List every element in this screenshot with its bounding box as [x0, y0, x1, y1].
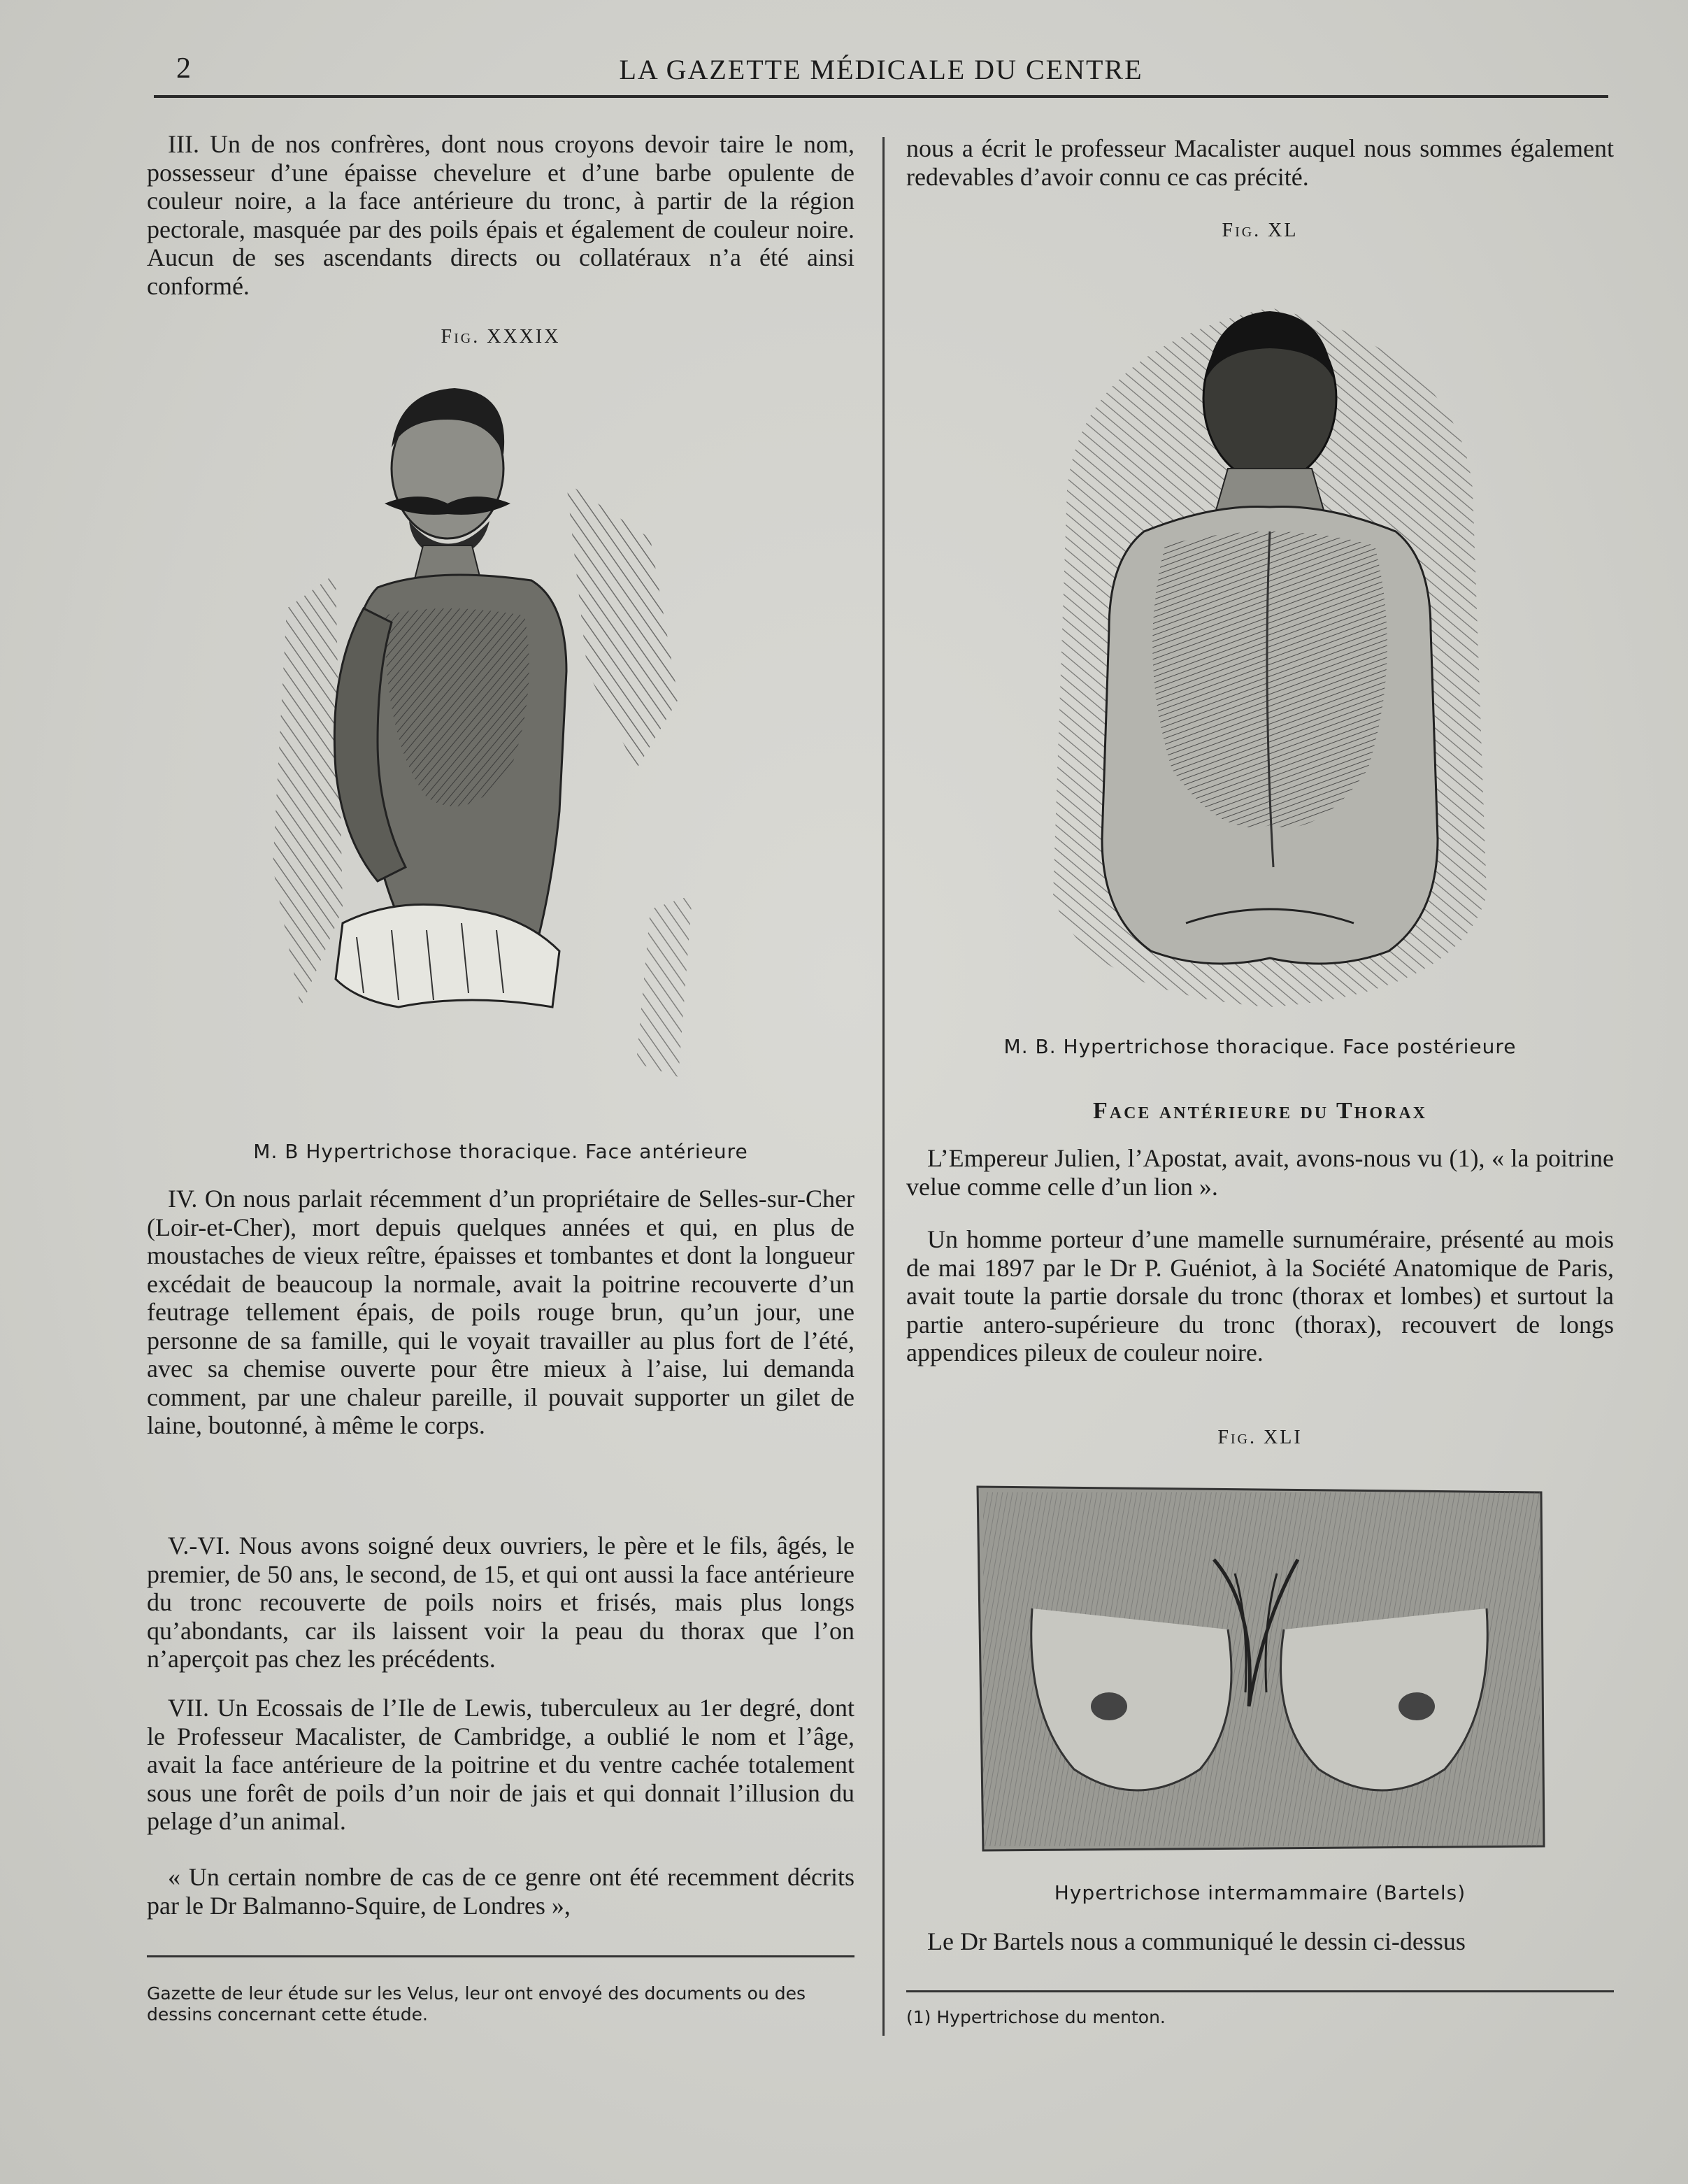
figure-xxxix-label: Fig. XXXIX	[441, 326, 561, 348]
paragraph-iii: III. Un de nos confrères, dont nous croyons devoir taire le nom, possesseur d’une épaisse chevelure et d’une barbe opulente de couleur noire, a la face antérieure du tronc, à partir de la région pectorale, masquée par des poils épais et également de couleur noire. Aucun de ses ascendants directs ou collatéraux n’a été ainsi conformé.	[147, 130, 854, 300]
paragraph-homme: Un homme porteur d’une mamelle surnuméraire, présenté au mois de mai 1897 par le Dr P. Guéniot, à la Société Anatomique de Paris, avait toute la partie dorsale du tronc (thorax et lombes) et surtout la partie antero-supérieure du tronc (thorax), recouvert de longs appendices pileux de couleur noire.	[906, 1225, 1614, 1366]
left-footnote: Gazette de leur étude sur les Velus, leur ont envoyé des documents ou des dessins concernant cette étude.	[147, 1983, 806, 2025]
page-number: 2	[176, 52, 191, 85]
figure-xxxix-caption: M. B Hypertrichose thoracique. Face antérieure	[253, 1140, 748, 1163]
paragraph-iv: IV. On nous parlait récemment d’un propriétaire de Selles-sur-Cher (Loir-et-Cher), mort depuis quelques années et qui, en plus de moustaches de vieux reître, épaisses et tombantes et dont la longueur excédait de beaucoup la normale, avait la poitrine recouverte d’un feutrage tellement épais, de poils rouge brun, qu’un jour, une personne de sa famille, qui le voyait travailler au plus fort de l’été, avec sa chemise ouverte pour être mieux à l’aise, lui demanda comment, par une chaleur pareille, il pouvait supporter un gilet de laine, boutonné, à même le corps.	[147, 1185, 854, 1439]
right-footnote-rule	[906, 1990, 1614, 1992]
figure-xl-label: Fig. XL	[1222, 220, 1299, 241]
left-footnote-rule	[147, 1955, 854, 1957]
journal-title: LA GAZETTE MÉDICALE DU CENTRE	[619, 54, 1143, 85]
paragraph-vii: VII. Un Ecossais de l’Ile de Lewis, tuberculeux au 1er degré, dont le Professeur Macalister, de Cambridge, a oublié le nom et l’âge, avait la face antérieure de la poitrine et du ventre cachée totalement sous une forêt de poils d’un noir de jais et qui donnait l’illusion du pelage d’un animal.	[147, 1694, 854, 1835]
paragraph-v-vi: V.-VI. Nous avons soigné deux ouvriers, le père et le fils, âgés, le premier, de 50 ans, le second, de 15, et qui ont aussi la face antérieure du tronc recouverte de poils noirs et frisés, mais plus longs qu’abondants, car ils laissent voir la peau du thorax que l’on n’aperçoit pas chez les précédents.	[147, 1532, 854, 1673]
figure-xli-illustration	[969, 1483, 1550, 1853]
figure-xl-illustration	[1039, 266, 1501, 1021]
page-header	[154, 46, 1608, 98]
figure-xli-label: Fig. XLI	[1217, 1427, 1303, 1448]
section-heading-face-anterieure: Face antérieure du Thorax	[1092, 1098, 1428, 1124]
paragraph-quote: « Un certain nombre de cas de ce genre ont été recemment décrits par le Dr Balmanno-Squire, de Londres »,	[147, 1863, 854, 1920]
column-divider	[882, 137, 885, 2036]
figure-xl-caption: M. B. Hypertrichose thoracique. Face postérieure	[1003, 1035, 1517, 1058]
right-footnote: (1) Hypertrichose du menton.	[906, 2007, 1166, 2027]
figure-xxxix-illustration	[259, 378, 762, 1105]
paragraph-julien: L’Empereur Julien, l’Apostat, avait, avons-nous vu (1), « la poitrine velue comme celle d’un lion ».	[906, 1144, 1614, 1201]
figure-xli-caption: Hypertrichose intermammaire (Bartels)	[1054, 1881, 1466, 1904]
paragraph-bartels: Le Dr Bartels nous a communiqué le dessin ci-dessus	[927, 1927, 1466, 1955]
paragraph-continuation: nous a écrit le professeur Macalister auquel nous sommes également redevables d’avoir connu ce cas précité.	[906, 134, 1614, 191]
